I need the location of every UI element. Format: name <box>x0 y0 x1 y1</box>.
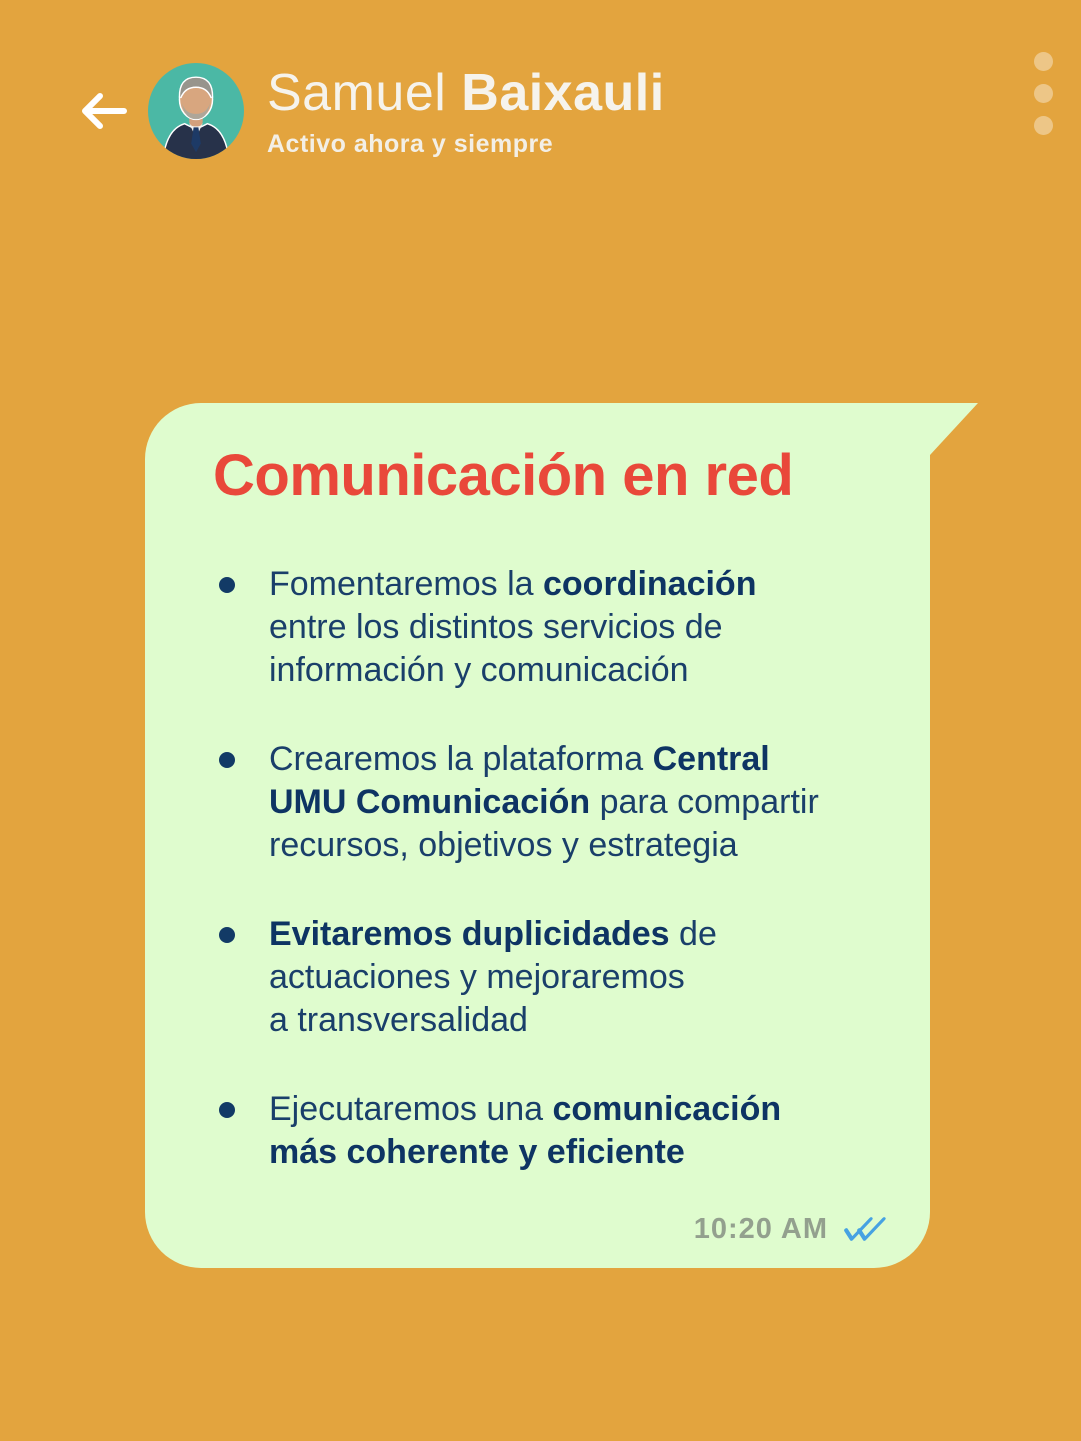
contact-name <box>267 66 665 120</box>
message-title: Comunicación en red <box>213 443 794 508</box>
kebab-menu-icon <box>1034 52 1053 71</box>
contact-info[interactable] <box>267 66 665 159</box>
list-item <box>213 913 890 1042</box>
list-item <box>213 738 890 867</box>
back-button[interactable] <box>78 88 130 134</box>
message-timestamp: 10:20 AM <box>693 1213 828 1245</box>
bullet-dot-icon <box>219 927 235 943</box>
bullet-dot-icon <box>219 752 235 768</box>
message-meta <box>694 1213 888 1246</box>
avatar[interactable] <box>148 63 244 159</box>
contact-first-name: Samuel <box>267 64 447 122</box>
double-check-icon <box>840 1214 888 1246</box>
bullet-text: Evitaremos duplicidades de actuaciones y mejoraremos a transversalidad <box>269 915 717 1039</box>
contact-status: Activo ahora y siempre <box>267 130 554 158</box>
bullet-text: Fomentaremos la coordinación entre los distintos servicios de información y comunicación <box>269 565 757 689</box>
bullet-text: Ejecutaremos una comunicación más coherente y eficiente <box>269 1090 782 1171</box>
kebab-menu-icon <box>1034 116 1053 135</box>
list-item <box>213 1088 890 1174</box>
list-item <box>213 563 890 692</box>
message-bubble[interactable] <box>145 403 930 1268</box>
arrow-left-icon <box>78 121 130 138</box>
bullet-list <box>213 563 890 1174</box>
bullet-dot-icon <box>219 577 235 593</box>
bullet-dot-icon <box>219 1102 235 1118</box>
kebab-menu-icon <box>1034 84 1053 103</box>
menu-button[interactable] <box>1033 52 1053 135</box>
bullet-text: Crearemos la plataforma Central UMU Comunicación para compartir recursos, objetivos y estrategia <box>269 740 819 864</box>
man-in-suit-portrait-icon <box>148 63 244 159</box>
contact-last-name: Baixauli <box>461 64 665 122</box>
bubble-tail <box>930 403 978 455</box>
